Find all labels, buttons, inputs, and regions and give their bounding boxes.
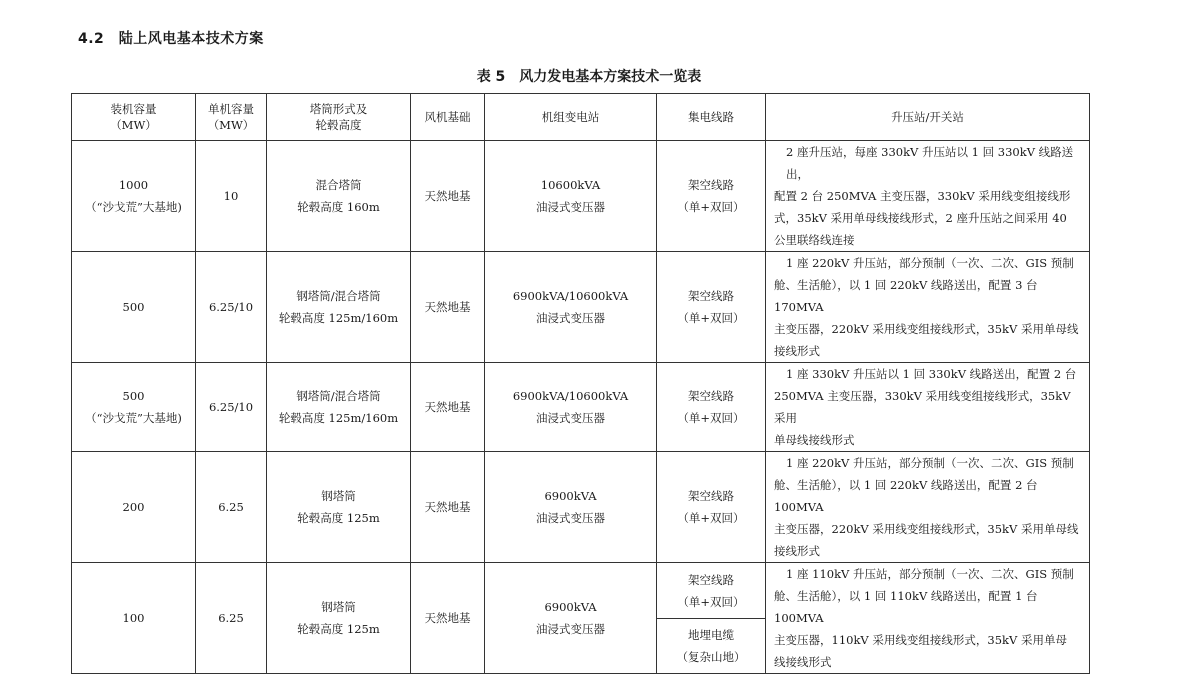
cell-substation: 6900kVA 油浸式变压器 <box>485 452 657 563</box>
cell-booster: 1 座 110kV 升压站，部分预制（一次、二次、GIS 预制 舱、生活舱），以 1 回 110kV 线路送出，配置 1 台 100MVA 主变压器，110kV 采用线变组接线形式，35kV 采用单母 线接线形式 <box>766 563 1090 674</box>
cell-foundation: 天然地基 <box>411 452 485 563</box>
cell-unit-capacity: 6.25/10 <box>196 252 267 363</box>
cell-foundation: 天然地基 <box>411 252 485 363</box>
cell-foundation: 天然地基 <box>411 141 485 252</box>
header-capacity: 装机容量 （MW） <box>72 94 196 141</box>
cell-collection: 架空线路 （单+双回） <box>657 252 766 363</box>
table-row <box>72 141 1090 252</box>
cell-substation: 6900kVA 油浸式变压器 <box>485 563 657 674</box>
table-caption: 表 5 风力发电基本方案技术一览表 <box>476 69 702 85</box>
cell-collection: 架空线路 （单+双回） <box>657 141 766 252</box>
header-tower: 塔筒形式及 轮毂高度 <box>267 94 411 141</box>
cell-collection-overhead: 架空线路 （单+双回） <box>657 563 766 619</box>
cell-capacity: 200 <box>72 452 196 563</box>
cell-foundation: 天然地基 <box>411 563 485 674</box>
table-row <box>72 252 1090 363</box>
cell-capacity: 500 <box>72 252 196 363</box>
cell-foundation: 天然地基 <box>411 363 485 452</box>
cell-booster: 1 座 330kV 升压站以 1 回 330kV 线路送出，配置 2 台 250MVA 主变压器，330kV 采用线变组接线形式，35kV 采用 单母线接线形式 <box>766 363 1090 452</box>
cell-substation: 6900kVA/10600kVA 油浸式变压器 <box>485 363 657 452</box>
header-collection: 集电线路 <box>657 94 766 141</box>
cell-tower: 混合塔筒 轮毂高度 160m <box>267 141 411 252</box>
cell-capacity: 1000 （“沙戈荒”大基地) <box>72 141 196 252</box>
header-row <box>72 94 1090 141</box>
header-booster: 升压站/开关站 <box>766 94 1090 141</box>
cell-booster: 1 座 220kV 升压站，部分预制（一次、二次、GIS 预制 舱、生活舱），以 1 回 220kV 线路送出，配置 3 台 170MVA 主变压器，220kV 采用线变组接线形式，35kV 采用单母线 接线形式 <box>766 252 1090 363</box>
cell-tower: 钢塔筒/混合塔筒 轮毂高度 125m/160m <box>267 252 411 363</box>
cell-tower: 钢塔筒 轮毂高度 125m <box>267 452 411 563</box>
cell-booster: 2 座升压站，每座 330kV 升压站以 1 回 330kV 线路送出， 配置 2 台 250MVA 主变压器，330kV 采用线变组接线形 式，35kV 采用单母线接线形式，2 座升压站之间采用 40 公里联络线连接 <box>766 141 1090 252</box>
cell-booster: 1 座 220kV 升压站，部分预制（一次、二次、GIS 预制 舱、生活舱），以 1 回 220kV 线路送出，配置 2 台 100MVA 主变压器，220kV 采用线变组接线形式，35kV 采用单母线 接线形式 <box>766 452 1090 563</box>
table-row <box>72 563 1090 619</box>
table-row <box>72 363 1090 452</box>
cell-unit-capacity: 6.25 <box>196 563 267 674</box>
cell-unit-capacity: 10 <box>196 141 267 252</box>
table-row <box>72 452 1090 563</box>
cell-collection: 架空线路 （单+双回） <box>657 363 766 452</box>
cell-tower: 钢塔筒 轮毂高度 125m <box>267 563 411 674</box>
header-unit-capacity: 单机容量 （MW） <box>196 94 267 141</box>
cell-substation: 6900kVA/10600kVA 油浸式变压器 <box>485 252 657 363</box>
header-substation: 机组变电站 <box>485 94 657 141</box>
cell-substation: 10600kVA 油浸式变压器 <box>485 141 657 252</box>
cell-unit-capacity: 6.25 <box>196 452 267 563</box>
cell-capacity: 500 （“沙戈荒”大基地) <box>72 363 196 452</box>
cell-unit-capacity: 6.25/10 <box>196 363 267 452</box>
header-foundation: 风机基础 <box>411 94 485 141</box>
cell-tower: 钢塔筒/混合塔筒 轮毂高度 125m/160m <box>267 363 411 452</box>
wind-power-scheme-table <box>71 93 1090 674</box>
cell-capacity: 100 <box>72 563 196 674</box>
cell-collection-underground: 地埋电缆 （复杂山地） <box>657 619 766 674</box>
section-heading: 4.2 陆上风电基本技术方案 <box>78 31 264 47</box>
cell-collection: 架空线路 （单+双回） <box>657 452 766 563</box>
